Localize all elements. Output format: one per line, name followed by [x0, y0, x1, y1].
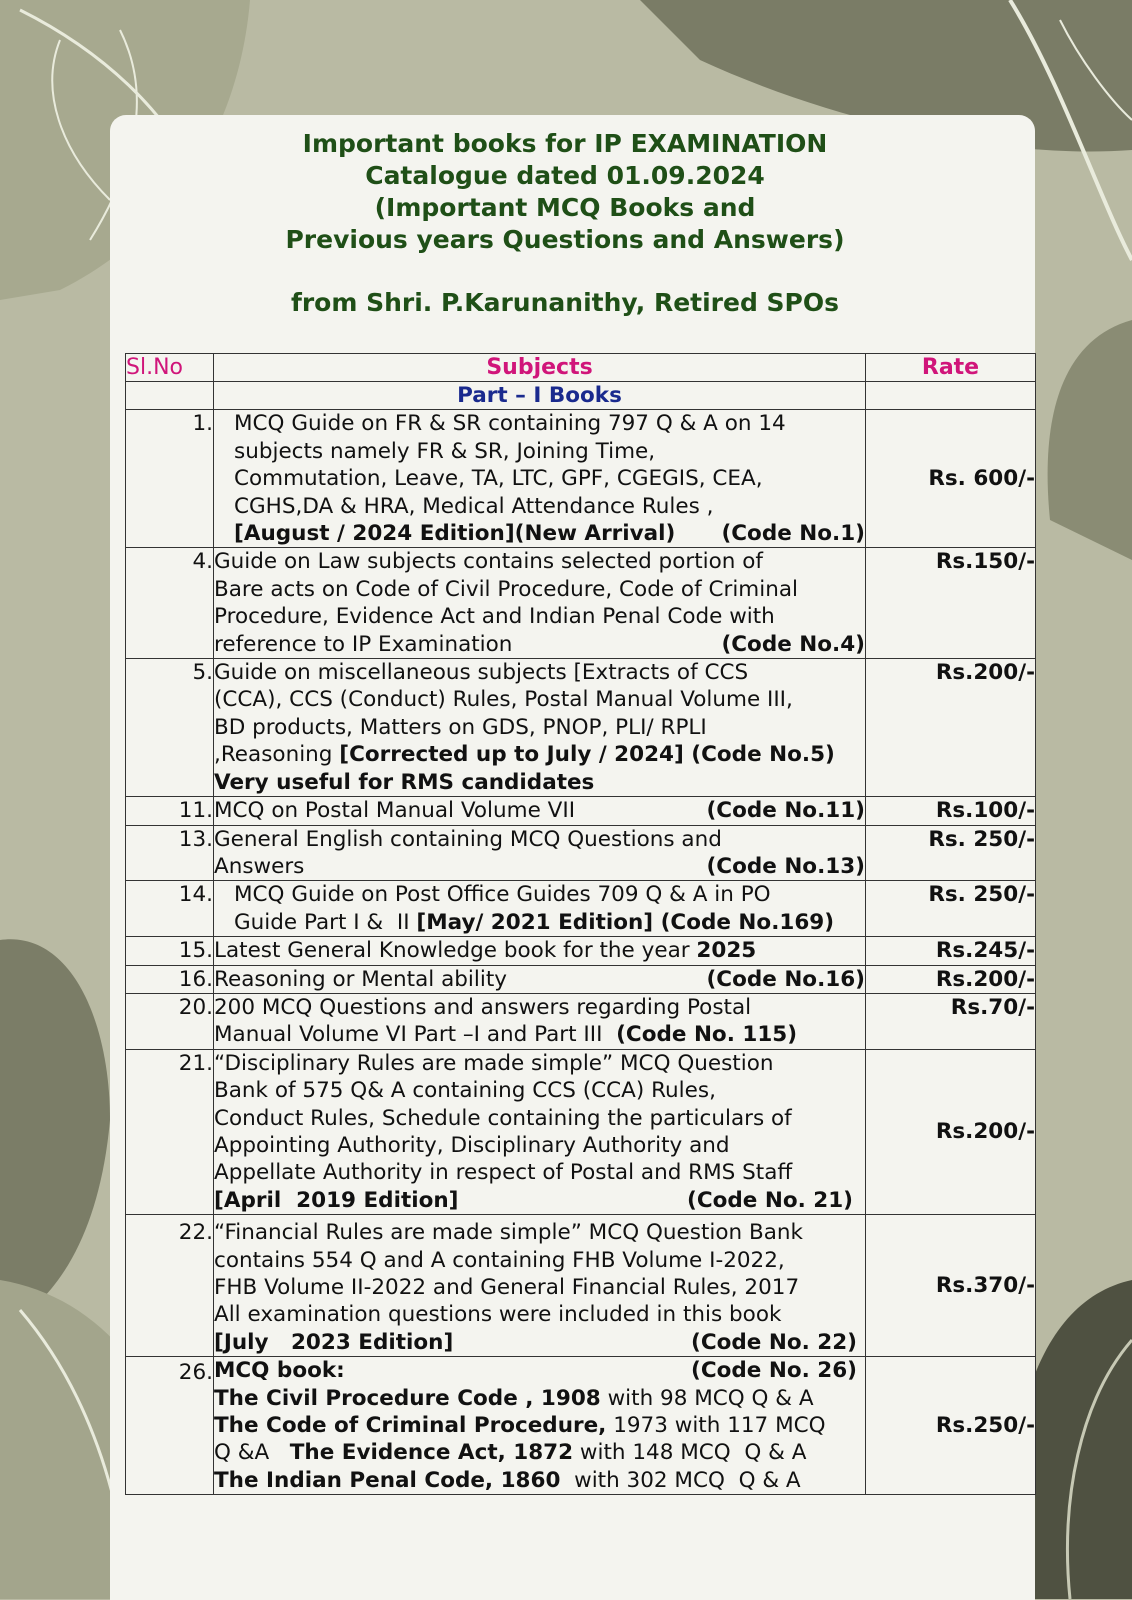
table-header-row [126, 354, 1036, 382]
row-number: 13. [126, 825, 214, 881]
row-subject [214, 1049, 866, 1214]
subject-text: Latest General Knowledge book for the year [214, 938, 697, 964]
edition-text: [August / 2024 Edition](New Arrival) [234, 521, 676, 547]
title-line-4: Previous years Questions and Answers) [285, 225, 845, 254]
row-number: 1. [126, 410, 214, 548]
subject-line [234, 520, 865, 547]
subject-line: Guide on miscellaneous subjects [Extracts of CCS [214, 660, 749, 686]
row-number: 14. [126, 881, 214, 937]
header-subjects: Subjects [214, 354, 866, 382]
row-rate: Rs.200/- [866, 659, 1036, 797]
book-catalogue-table [125, 353, 1036, 1495]
subject-line [214, 1439, 865, 1466]
subject-text: Manual Volume VI Part –I and Part III [214, 1022, 617, 1048]
row-subject [214, 797, 866, 825]
act-name: The Evidence Act, 1872 [289, 1440, 574, 1466]
row-number: 21. [126, 1049, 214, 1214]
section-title: Part – I Books [214, 382, 866, 410]
title-line-3: (Important MCQ Books and [374, 193, 756, 222]
subject-line [214, 1385, 865, 1412]
row-number: 15. [126, 937, 214, 965]
subject-line [214, 1187, 865, 1214]
row-number: 16. [126, 965, 214, 993]
table-row [126, 410, 1036, 548]
subject-text: MCQ on Postal Manual Volume VII [214, 798, 576, 824]
row-subject [214, 881, 866, 937]
row-rate: Rs.370/- [866, 1215, 1036, 1357]
title-line-1: Important books for IP EXAMINATION [302, 129, 828, 158]
subject-line: (CCA), CCS (Conduct) Rules, Postal Manual Volume III, [214, 687, 793, 713]
code-text: (Code No. 26) [691, 1358, 857, 1384]
subject-line: 200 MCQ Questions and answers regarding Postal [214, 994, 752, 1020]
subject-line: MCQ Guide on FR & SR containing 797 Q & A on 14 [234, 411, 786, 437]
subject-line: “Financial Rules are made simple” MCQ Question Bank [214, 1220, 803, 1246]
section-blank [126, 382, 214, 410]
table-row [126, 993, 1036, 1049]
table-row [126, 1357, 1036, 1495]
code-text: (Code No.13) [706, 853, 865, 879]
subject-line: contains 554 Q and A containing FHB Volume I-2022, [214, 1247, 785, 1273]
subject-line: Appellate Authority in respect of Postal and RMS Staff [214, 1160, 793, 1186]
table-row [126, 1049, 1036, 1214]
row-rate: Rs.100/- [866, 797, 1036, 825]
subject-line: All examination questions were included in this book [214, 1302, 782, 1328]
code-text: (Code No. 115) [616, 1022, 798, 1048]
row-subject [214, 1215, 866, 1357]
row-rate: Rs.70/- [866, 993, 1036, 1049]
subject-line: Appointing Authority, Disciplinary Authority and [214, 1132, 730, 1158]
edition-text: [April 2019 Edition] [214, 1187, 459, 1213]
subject-line: FHB Volume II-2022 and General Financial Rules, 2017 [214, 1275, 800, 1300]
table-row [126, 937, 1036, 965]
subject-line: MCQ Guide on Post Office Guides 709 Q & A in PO [234, 882, 771, 908]
row-rate: Rs. 250/- [866, 825, 1036, 881]
subject-line [214, 797, 865, 824]
act-name: The Code of Criminal Procedure, [214, 1413, 607, 1439]
subject-line [214, 853, 865, 880]
row-subject [214, 937, 866, 965]
act-detail: with 302 MCQ Q & A [560, 1467, 801, 1493]
subject-line [214, 1412, 865, 1439]
code-text: (Code No. 22) [691, 1329, 857, 1355]
code-text: (Code No.1) [721, 521, 865, 547]
act-name: The Civil Procedure Code , 1908 [214, 1385, 601, 1411]
act-detail: with 98 MCQ Q & A [600, 1385, 814, 1411]
table-row [126, 825, 1036, 881]
code-text: (Code No. 21) [687, 1187, 853, 1213]
row-subject [214, 965, 866, 993]
table-row [126, 659, 1036, 797]
subject-line: Bare acts on Code of Civil Procedure, Code of Criminal [214, 576, 798, 602]
edition-text: [Corrected up to July / 2024] (Code No.5) [339, 742, 835, 768]
row-number: 26. [126, 1357, 214, 1495]
subject-line: General English containing MCQ Questions and [214, 826, 722, 852]
row-subject [214, 410, 866, 548]
table-row [126, 965, 1036, 993]
code-text: (Code No.16) [706, 966, 865, 992]
header-rate: Rate [866, 354, 1036, 382]
year-text: 2025 [696, 938, 757, 964]
row-rate: Rs.150/- [866, 548, 1036, 659]
publisher-line: from Shri. P.Karunanithy, Retired SPOs [290, 288, 840, 317]
section-blank-rate [866, 382, 1036, 410]
table-row [126, 881, 1036, 937]
row-subject [214, 548, 866, 659]
row-rate: Rs. 250/- [866, 881, 1036, 937]
row-subject [214, 659, 866, 797]
subject-line [214, 1467, 865, 1494]
subject-text: Answers [214, 853, 305, 879]
subject-text: ,Reasoning [214, 742, 340, 768]
act-detail: 1973 with 117 MCQ [606, 1413, 826, 1439]
subject-line [234, 909, 865, 936]
subject-line: Guide on Law subjects contains selected portion of [214, 549, 763, 575]
subject-line [214, 1357, 865, 1384]
note-text: Very useful for RMS candidates [214, 769, 595, 795]
subject-text: reference to IP Examination [214, 631, 513, 657]
edition-text: [July 2023 Edition] [214, 1329, 454, 1355]
row-rate: Rs.200/- [866, 965, 1036, 993]
row-subject [214, 1357, 866, 1495]
row-number: 22. [126, 1215, 214, 1357]
subject-line: Bank of 575 Q& A containing CCS (CCA) Rules, [214, 1078, 716, 1104]
row-rate: Rs.250/- [866, 1357, 1036, 1495]
subject-line [214, 937, 865, 964]
subject-line: CGHS,DA & HRA, Medical Attendance Rules , [234, 493, 714, 519]
subject-line [214, 631, 865, 658]
act-detail: Q &A [214, 1440, 290, 1466]
subject-line: Procedure, Evidence Act and Indian Penal Code with [214, 604, 775, 630]
title-line-2: Catalogue dated 01.09.2024 [365, 161, 765, 190]
row-number: 20. [126, 993, 214, 1049]
subject-text: Reasoning or Mental ability [214, 966, 507, 992]
row-rate: Rs. 600/- [866, 410, 1036, 548]
section-row [126, 382, 1036, 410]
subject-line [214, 1021, 865, 1048]
row-rate: Rs.200/- [866, 1049, 1036, 1214]
row-number: 11. [126, 797, 214, 825]
code-text: (Code No.4) [721, 631, 865, 657]
row-subject [214, 993, 866, 1049]
subject-line [214, 966, 865, 993]
subject-text: MCQ book: [214, 1358, 345, 1384]
catalogue-title [170, 128, 960, 319]
table-row [126, 797, 1036, 825]
edition-text: [May/ 2021 Edition] (Code No.169) [416, 909, 835, 935]
subject-line: subjects namely FR & SR, Joining Time, [234, 438, 656, 464]
subject-line [214, 741, 865, 768]
row-number: 4. [126, 548, 214, 659]
row-subject [214, 825, 866, 881]
row-number: 5. [126, 659, 214, 797]
subject-text: Guide Part I & II [234, 909, 417, 935]
act-detail: with 148 MCQ Q & A [573, 1440, 807, 1466]
subject-line: “Disciplinary Rules are made simple” MCQ Question [214, 1050, 774, 1076]
code-text: (Code No.11) [706, 798, 865, 824]
subject-line: Conduct Rules, Schedule containing the particulars of [214, 1105, 792, 1131]
act-name: The Indian Penal Code, 1860 [214, 1467, 561, 1493]
row-rate: Rs.245/- [866, 937, 1036, 965]
table-row [126, 548, 1036, 659]
subject-line: BD products, Matters on GDS, PNOP, PLI/ RPLI [214, 714, 707, 740]
table-row [126, 1215, 1036, 1357]
subject-line: Commutation, Leave, TA, LTC, GPF, CGEGIS, CEA, [234, 466, 763, 492]
header-sl-no: Sl.No [126, 354, 214, 382]
subject-line [214, 1329, 865, 1356]
